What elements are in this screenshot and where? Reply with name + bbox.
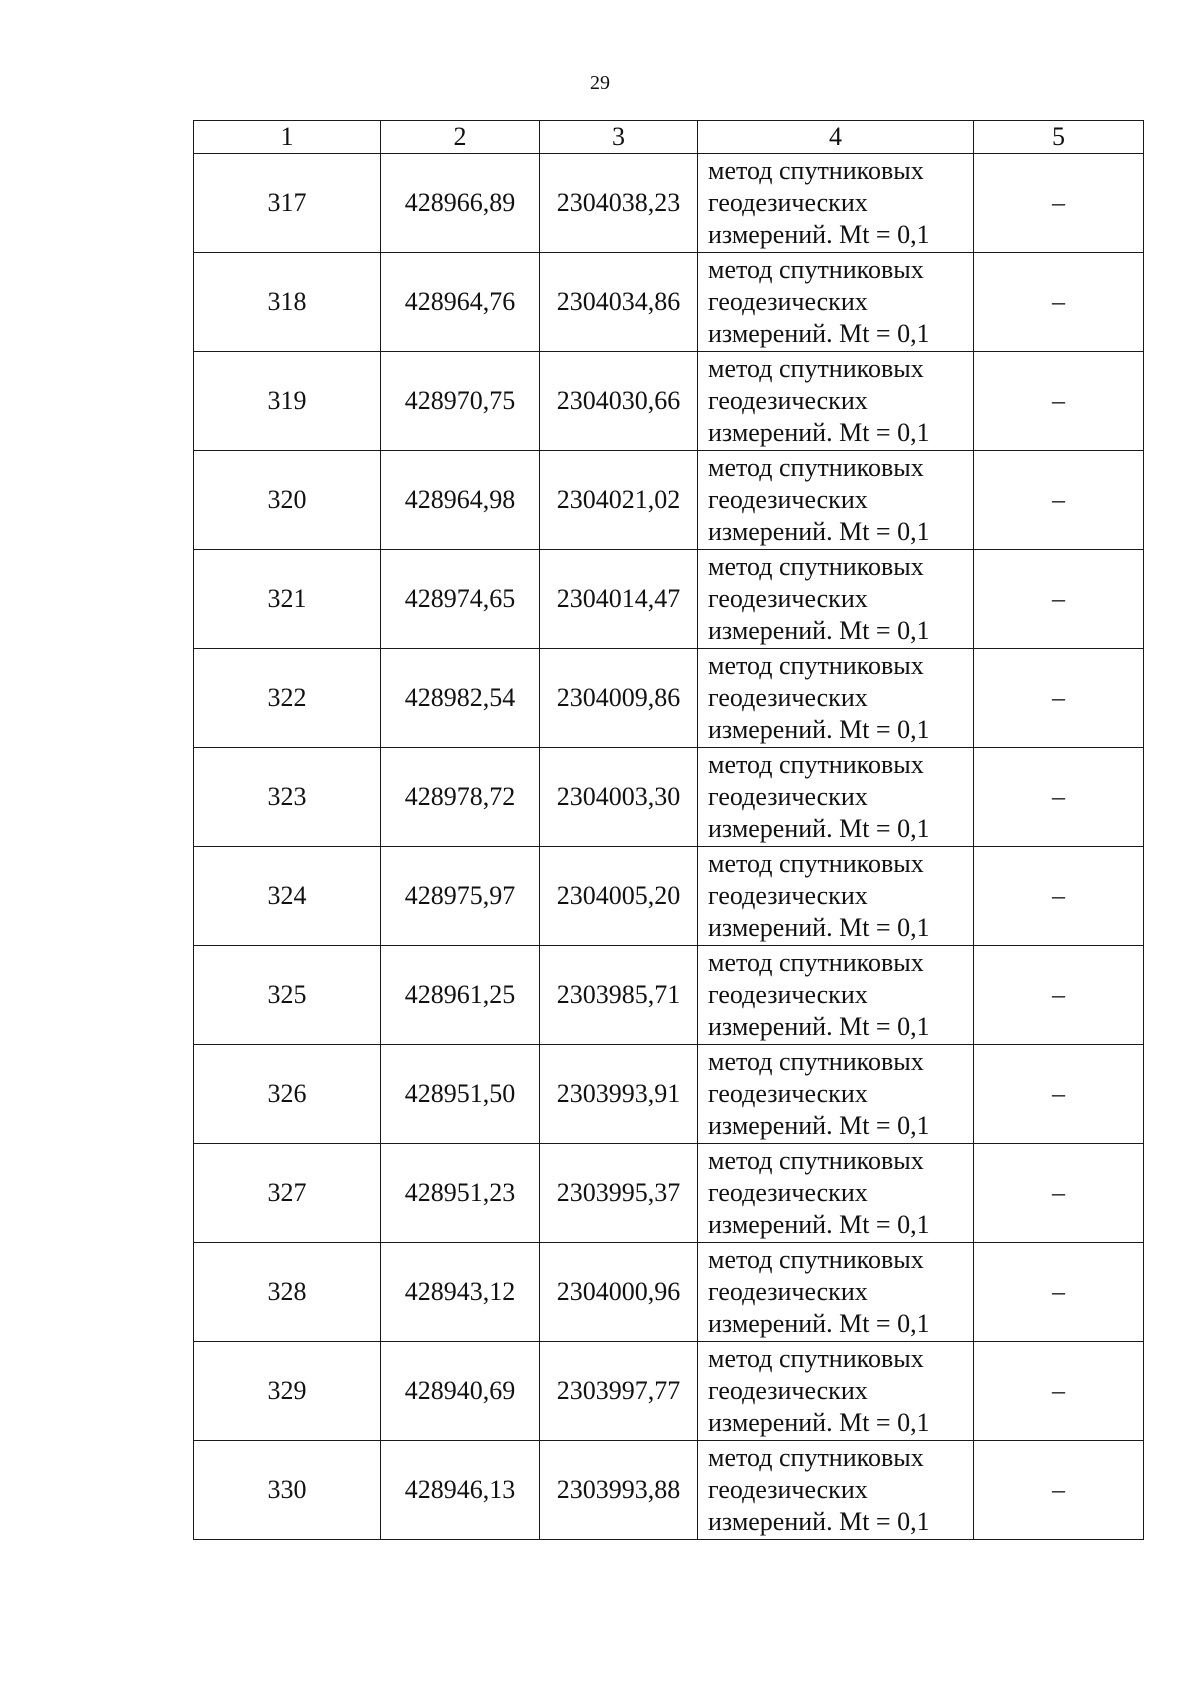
x-coordinate-cell: 428975,97 xyxy=(381,847,540,946)
table-row xyxy=(194,847,1144,946)
note-cell: – xyxy=(974,352,1144,451)
method-line: измерений. Mt = 0,1 xyxy=(708,1210,930,1239)
note-cell: – xyxy=(974,748,1144,847)
point-number-cell: 328 xyxy=(194,1243,381,1342)
method-line: измерений. Mt = 0,1 xyxy=(708,1111,930,1140)
coordinates-table xyxy=(193,120,1144,1540)
point-number-cell: 319 xyxy=(194,352,381,451)
method-line: метод спутниковых xyxy=(708,1344,924,1373)
method-line: метод спутниковых xyxy=(708,651,924,680)
method-line: метод спутниковых xyxy=(708,156,924,185)
method-line: геодезических xyxy=(708,782,868,811)
table-row xyxy=(194,352,1144,451)
note-cell: – xyxy=(974,946,1144,1045)
point-number-cell: 329 xyxy=(194,1342,381,1441)
note-cell: – xyxy=(974,1441,1144,1540)
point-number-cell: 326 xyxy=(194,1045,381,1144)
method-line: измерений. Mt = 0,1 xyxy=(708,1309,930,1338)
y-coordinate-cell: 2303993,91 xyxy=(540,1045,698,1144)
method-cell xyxy=(698,1045,974,1144)
method-line: метод спутниковых xyxy=(708,948,924,977)
x-coordinate-cell: 428951,23 xyxy=(381,1144,540,1243)
method-cell xyxy=(698,847,974,946)
x-coordinate-cell: 428970,75 xyxy=(381,352,540,451)
y-coordinate-cell: 2303993,88 xyxy=(540,1441,698,1540)
y-coordinate-cell: 2303995,37 xyxy=(540,1144,698,1243)
method-line: геодезических xyxy=(708,980,868,1009)
method-line: измерений. Mt = 0,1 xyxy=(708,814,930,843)
table-row xyxy=(194,748,1144,847)
method-line: измерений. Mt = 0,1 xyxy=(708,1507,930,1536)
method-cell xyxy=(698,1144,974,1243)
method-line: метод спутниковых xyxy=(708,255,924,284)
method-line: геодезических xyxy=(708,1079,868,1108)
x-coordinate-cell: 428974,65 xyxy=(381,550,540,649)
method-cell xyxy=(698,253,974,352)
y-coordinate-cell: 2304034,86 xyxy=(540,253,698,352)
point-number-cell: 321 xyxy=(194,550,381,649)
method-cell xyxy=(698,946,974,1045)
y-coordinate-cell: 2304021,02 xyxy=(540,451,698,550)
note-cell: – xyxy=(974,649,1144,748)
method-line: метод спутниковых xyxy=(708,849,924,878)
y-coordinate-cell: 2304005,20 xyxy=(540,847,698,946)
point-number-cell: 330 xyxy=(194,1441,381,1540)
table-row xyxy=(194,451,1144,550)
method-cell xyxy=(698,649,974,748)
table-row xyxy=(194,1243,1144,1342)
note-cell: – xyxy=(974,1045,1144,1144)
note-cell: – xyxy=(974,1243,1144,1342)
table-body xyxy=(194,154,1144,1540)
method-line: метод спутниковых xyxy=(708,453,924,482)
method-line: измерений. Mt = 0,1 xyxy=(708,418,930,447)
method-line: метод спутниковых xyxy=(708,552,924,581)
x-coordinate-cell: 428946,13 xyxy=(381,1441,540,1540)
table-header-row xyxy=(194,121,1144,154)
method-cell xyxy=(698,550,974,649)
column-header: 2 xyxy=(381,121,540,154)
method-line: метод спутниковых xyxy=(708,1047,924,1076)
method-line: измерений. Mt = 0,1 xyxy=(708,220,930,249)
method-line: геодезических xyxy=(708,1277,868,1306)
table-row xyxy=(194,1441,1144,1540)
method-line: измерений. Mt = 0,1 xyxy=(708,616,930,645)
point-number-cell: 325 xyxy=(194,946,381,1045)
point-number-cell: 322 xyxy=(194,649,381,748)
note-cell: – xyxy=(974,451,1144,550)
page-number: 29 xyxy=(590,72,610,94)
note-cell: – xyxy=(974,847,1144,946)
method-line: измерений. Mt = 0,1 xyxy=(708,319,930,348)
method-cell xyxy=(698,1243,974,1342)
method-line: измерений. Mt = 0,1 xyxy=(708,517,930,546)
y-coordinate-cell: 2304000,96 xyxy=(540,1243,698,1342)
column-header: 4 xyxy=(698,121,974,154)
method-cell xyxy=(698,1342,974,1441)
method-line: геодезических xyxy=(708,386,868,415)
column-header: 5 xyxy=(974,121,1144,154)
method-line: измерений. Mt = 0,1 xyxy=(708,913,930,942)
y-coordinate-cell: 2304003,30 xyxy=(540,748,698,847)
y-coordinate-cell: 2303985,71 xyxy=(540,946,698,1045)
table-row xyxy=(194,649,1144,748)
table-row xyxy=(194,1045,1144,1144)
x-coordinate-cell: 428964,76 xyxy=(381,253,540,352)
method-cell xyxy=(698,1441,974,1540)
method-line: геодезических xyxy=(708,683,868,712)
note-cell: – xyxy=(974,1144,1144,1243)
table-row xyxy=(194,154,1144,253)
note-cell: – xyxy=(974,154,1144,253)
method-cell xyxy=(698,154,974,253)
y-coordinate-cell: 2304038,23 xyxy=(540,154,698,253)
point-number-cell: 318 xyxy=(194,253,381,352)
note-cell: – xyxy=(974,550,1144,649)
method-line: геодезических xyxy=(708,1376,868,1405)
point-number-cell: 327 xyxy=(194,1144,381,1243)
method-line: метод спутниковых xyxy=(708,1146,924,1175)
x-coordinate-cell: 428982,54 xyxy=(381,649,540,748)
method-line: метод спутниковых xyxy=(708,1245,924,1274)
method-line: измерений. Mt = 0,1 xyxy=(708,1012,930,1041)
method-line: геодезических xyxy=(708,1178,868,1207)
x-coordinate-cell: 428966,89 xyxy=(381,154,540,253)
x-coordinate-cell: 428964,98 xyxy=(381,451,540,550)
method-cell xyxy=(698,352,974,451)
x-coordinate-cell: 428943,12 xyxy=(381,1243,540,1342)
method-line: геодезических xyxy=(708,881,868,910)
note-cell: – xyxy=(974,1342,1144,1441)
note-cell: – xyxy=(974,253,1144,352)
method-line: геодезических xyxy=(708,584,868,613)
point-number-cell: 317 xyxy=(194,154,381,253)
x-coordinate-cell: 428951,50 xyxy=(381,1045,540,1144)
point-number-cell: 323 xyxy=(194,748,381,847)
table-row xyxy=(194,550,1144,649)
column-header: 1 xyxy=(194,121,381,154)
y-coordinate-cell: 2304009,86 xyxy=(540,649,698,748)
method-cell xyxy=(698,748,974,847)
table-row xyxy=(194,253,1144,352)
column-header: 3 xyxy=(540,121,698,154)
point-number-cell: 320 xyxy=(194,451,381,550)
method-line: метод спутниковых xyxy=(708,750,924,779)
method-line: измерений. Mt = 0,1 xyxy=(708,715,930,744)
point-number-cell: 324 xyxy=(194,847,381,946)
x-coordinate-cell: 428940,69 xyxy=(381,1342,540,1441)
table-row xyxy=(194,1342,1144,1441)
method-line: геодезических xyxy=(708,485,868,514)
method-line: метод спутниковых xyxy=(708,354,924,383)
method-line: геодезических xyxy=(708,188,868,217)
method-line: измерений. Mt = 0,1 xyxy=(708,1408,930,1437)
y-coordinate-cell: 2303997,77 xyxy=(540,1342,698,1441)
method-line: метод спутниковых xyxy=(708,1443,924,1472)
method-line: геодезических xyxy=(708,1475,868,1504)
y-coordinate-cell: 2304014,47 xyxy=(540,550,698,649)
table-row xyxy=(194,1144,1144,1243)
x-coordinate-cell: 428961,25 xyxy=(381,946,540,1045)
y-coordinate-cell: 2304030,66 xyxy=(540,352,698,451)
table-row xyxy=(194,946,1144,1045)
method-cell xyxy=(698,451,974,550)
method-line: геодезических xyxy=(708,287,868,316)
x-coordinate-cell: 428978,72 xyxy=(381,748,540,847)
